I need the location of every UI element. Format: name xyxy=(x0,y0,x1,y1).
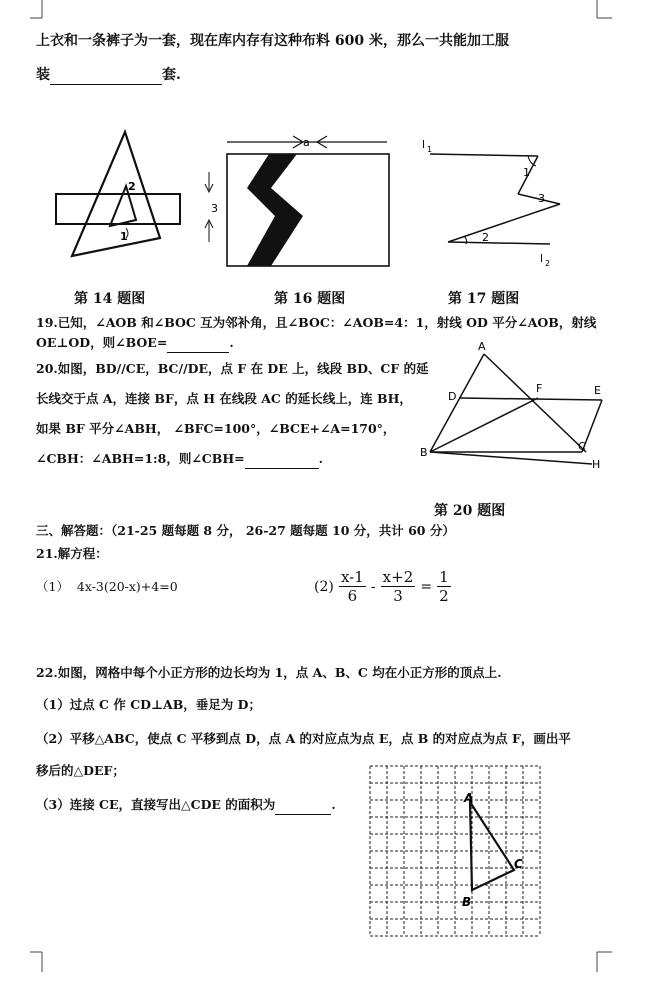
figure-14 xyxy=(50,128,190,278)
q22-part2-line1: （2）平移△ABC，使点 C 平移到点 D，点 A 的对应点为点 E，点 B 的对应点为点 F，画出平 xyxy=(36,731,571,746)
fig22-label-B: B xyxy=(462,895,472,909)
fig17-caption: 第 17 题图 xyxy=(448,291,520,307)
fig16-label-a: a xyxy=(303,136,310,149)
fig22-label-C: C xyxy=(514,857,523,871)
figure-16 xyxy=(205,132,395,272)
top-text-line1: 上衣和一条裤子为一套，现在库内存有这种布料 600 米，那么一共能加工服 xyxy=(36,33,509,49)
fig17-label-l1: l xyxy=(422,138,426,151)
figure-20 xyxy=(416,340,616,480)
q19-line2: OE⊥OD，则∠BOE= . xyxy=(36,334,234,353)
q20-line1: 20.如图，BD//CE，BC//DE，点 F 在 DE 上，线段 BD、CF 的延 xyxy=(36,361,429,376)
q22-part1: （1）过点 C 作 CD⊥AB，垂足为 D； xyxy=(36,697,261,712)
top-text-line2: 装 套. xyxy=(36,67,181,83)
answer-blank-q19[interactable] xyxy=(167,334,229,353)
fig20-label-H: H xyxy=(592,458,601,471)
q20-line4: ∠CBH：∠ABH=1:8，则∠CBH= . xyxy=(36,450,323,469)
q21-eq2: (2) $\frac{x-1}{6}$ - $\frac{x+2}{3}$ = $\frac{1}{2}$ xyxy=(314,568,449,605)
fig22-label-A: A xyxy=(464,791,474,805)
q20-line2: 长线交于点 A，连接 BF，点 H 在线段 AC 的延长线上，连 BH， xyxy=(36,391,412,406)
figure-22-grid xyxy=(370,766,550,936)
q22-part3: （3）连接 CE，直接写出△CDE 的面积为 . xyxy=(36,796,336,815)
fig20-caption: 第 20 题图 xyxy=(434,503,506,519)
fig14-caption: 第 14 题图 xyxy=(74,291,146,307)
fig17-label-3: 3 xyxy=(538,192,545,205)
fig17-label-l2-sub: 2 xyxy=(545,259,551,268)
fig14-label-2: 2 xyxy=(128,180,136,193)
fig20-label-F: F xyxy=(536,382,543,395)
q22-part2-line2: 移后的△DEF； xyxy=(36,763,125,778)
fig14-label-1: 1 xyxy=(120,230,128,243)
q19-line1: 19.已知，∠AOB 和∠BOC 互为邻补角，且∠BOC：∠AOB=4：1，射线 OD 平分∠AOB，射线 xyxy=(36,315,597,330)
fig20-label-E: E xyxy=(594,384,601,397)
fig20-label-A: A xyxy=(478,340,486,353)
answer-blank-q22[interactable] xyxy=(275,796,331,815)
fig16-caption: 第 16 题图 xyxy=(274,291,346,307)
fig16-label-3: 3 xyxy=(211,202,218,215)
answer-blank-top[interactable] xyxy=(50,66,162,85)
fig20-label-B: B xyxy=(420,446,428,459)
q22-intro: 22.如图，网格中每个小正方形的边长均为 1，点 A、B、C 均在小正方形的顶点上. xyxy=(36,665,502,680)
fig20-label-C: C xyxy=(578,440,586,453)
q21-title: 21.解方程： xyxy=(36,546,108,561)
answer-blank-q20[interactable] xyxy=(245,450,319,469)
fig20-label-D: D xyxy=(448,390,457,403)
q21-eq1: （1） 4x-3(20-x)+4=0 xyxy=(36,579,178,594)
fig17-label-2: 2 xyxy=(482,231,489,244)
figure-17 xyxy=(420,134,580,274)
fig17-label-l2: l xyxy=(540,252,544,265)
fig17-label-1: 1 xyxy=(523,166,530,179)
section3-title: 三、解答题：（21-25 题每题 8 分， 26-27 题每题 10 分，共计 60 分） xyxy=(36,523,455,538)
fig17-label-l1-sub: 1 xyxy=(427,145,433,154)
q20-line3: 如果 BF 平分∠ABH， ∠BFC=100°，∠BCE+∠A=170°， xyxy=(36,421,396,436)
